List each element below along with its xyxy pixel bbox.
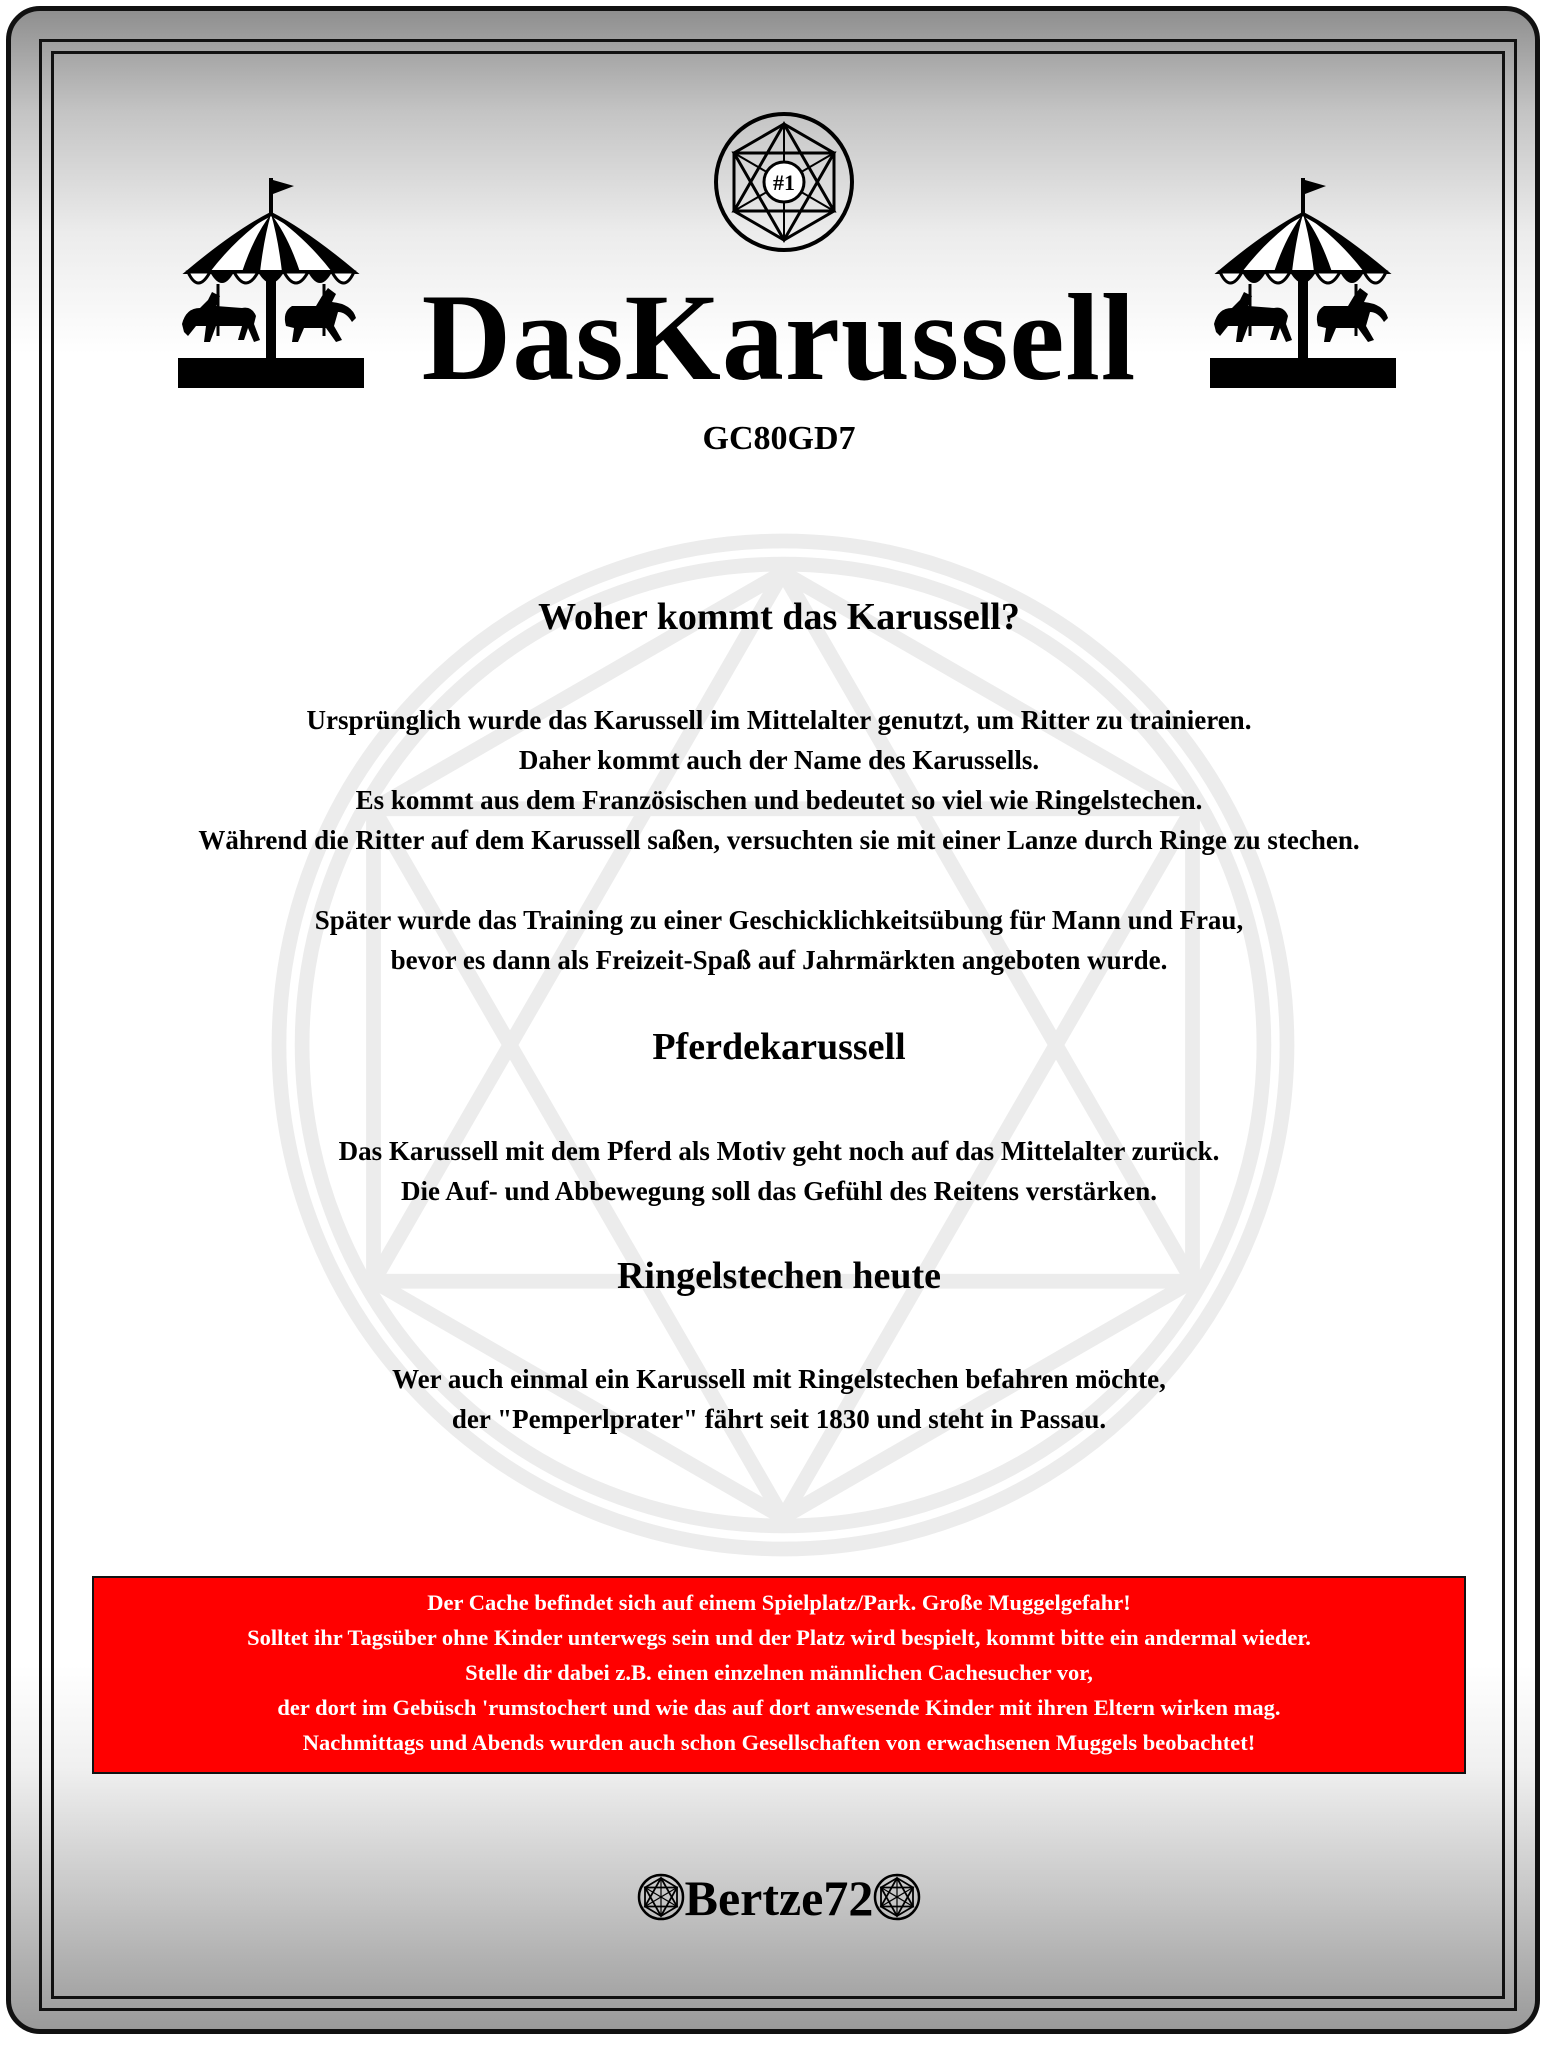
warning-line: Der Cache befindet sich auf einem Spielplatz/Park. Große Muggelgefahr! [427, 1590, 1131, 1615]
text-line: der "Pemperlprater" fährt seit 1830 und steht in Passau. [451, 1404, 1107, 1434]
paragraph-today [0, 1359, 1558, 1439]
cache-code: GC80GD7 [702, 420, 856, 457]
seal-emblem-icon [712, 110, 856, 254]
paragraph-origin-1 [0, 700, 1558, 860]
paragraph-origin-2 [0, 900, 1558, 980]
warning-line: Stelle dir dabei z.B. einen einzelnen männlichen Cachesucher vor, [465, 1660, 1093, 1685]
section-heading-origin: Woher kommt das Karussell? [538, 596, 1020, 638]
warning-box [92, 1576, 1466, 1774]
seal-text: #1 [773, 170, 795, 195]
author-name: Bertze72 [684, 1870, 874, 1926]
page-title: DasKarussell [421, 269, 1137, 406]
text-line: bevor es dann als Freizeit-Spaß auf Jahrmärkten angeboten wurde. [390, 945, 1168, 975]
warning-line: Nachmittags und Abends wurden auch schon Gesellschaften von erwachsenen Muggels beobachtet! [302, 1730, 1256, 1755]
text-line: Das Karussell mit dem Pferd als Motiv geht noch auf das Mittelalter zurück. [338, 1136, 1220, 1166]
text-line: Ursprünglich wurde das Karussell im Mittelalter genutzt, um Ritter zu trainieren. [306, 705, 1252, 735]
text-line: Später wurde das Training zu einer Geschicklichkeitsübung für Mann und Frau, [314, 905, 1244, 935]
section-heading-horse-carousel: Pferdekarussell [652, 1026, 906, 1068]
text-line: Die Auf- und Abbewegung soll das Gefühl des Reitens verstärken. [400, 1176, 1158, 1206]
text-line: Daher kommt auch der Name des Karussells. [518, 745, 1040, 775]
hexagram-right-icon [873, 1873, 921, 1921]
paragraph-horse-carousel [0, 1131, 1558, 1211]
warning-line: Solltet ihr Tagsüber ohne Kinder unterwegs sein und der Platz wird bespielt, kommt bitte ein andermal wieder. [247, 1625, 1311, 1650]
text-line: Während die Ritter auf dem Karussell saßen, versuchten sie mit einer Lanze durch Ringe zu stechen. [198, 825, 1360, 855]
footer-author [0, 1868, 1558, 1928]
section-heading-today: Ringelstechen heute [616, 1255, 942, 1297]
hexagram-left-icon [637, 1873, 685, 1921]
text-line: Wer auch einmal ein Karussell mit Ringelstechen befahren möchte, [392, 1364, 1166, 1394]
warning-line: der dort im Gebüsch 'rumstochert und wie das auf dort anwesende Kinder mit ihren Eltern wirken mag. [277, 1695, 1281, 1720]
text-line: Es kommt aus dem Französischen und bedeutet so viel wie Ringelstechen. [355, 785, 1203, 815]
